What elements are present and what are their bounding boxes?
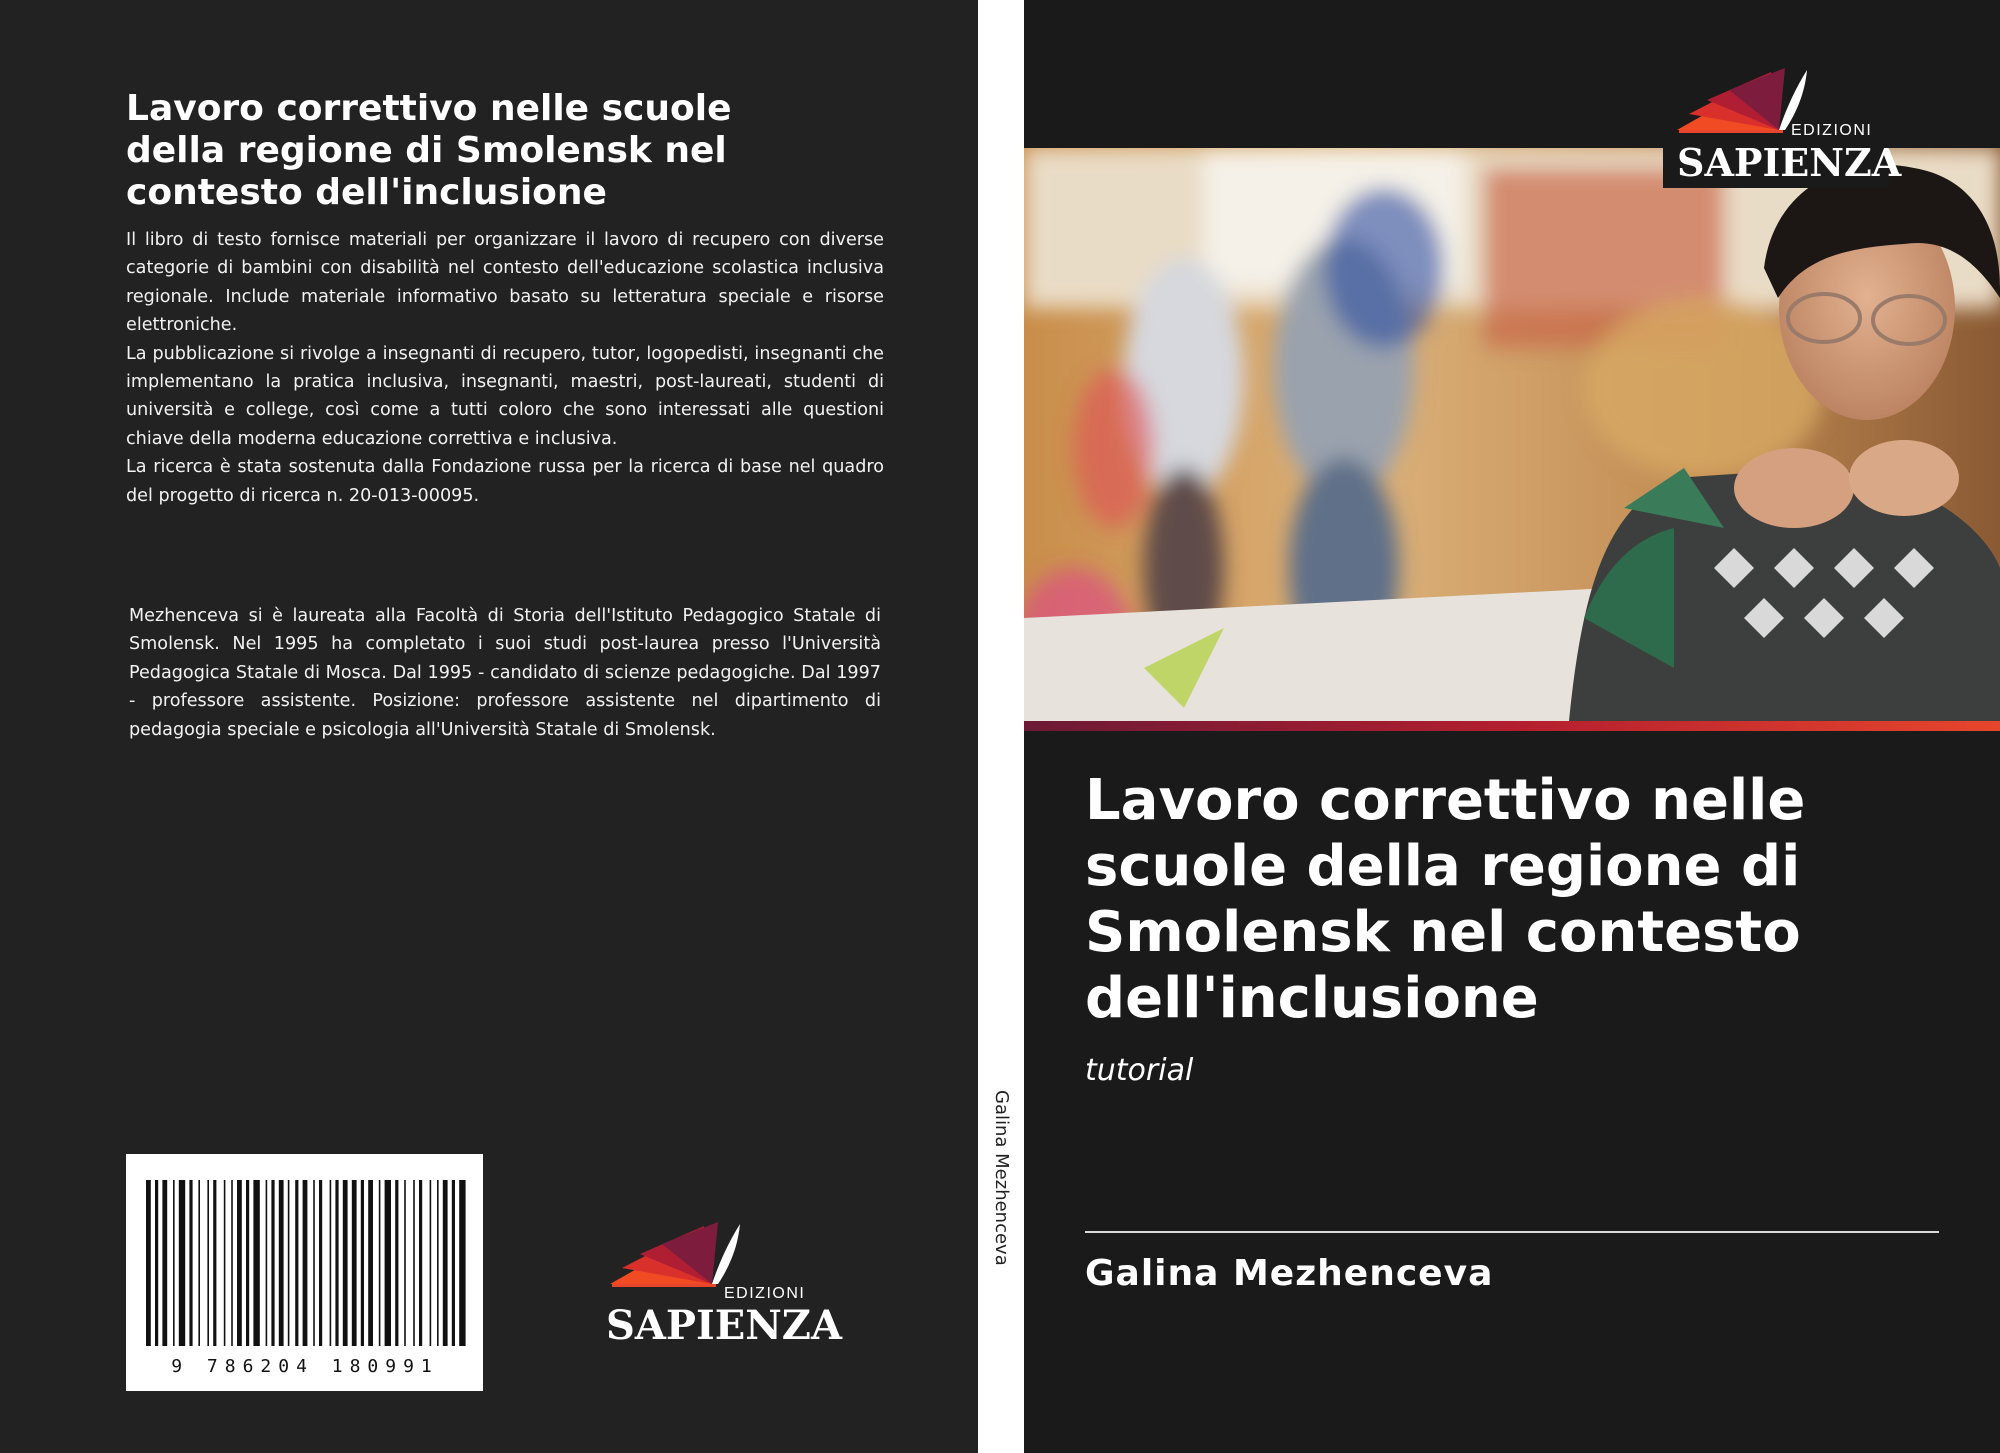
isbn-number: 9 786204 180991 <box>171 1356 439 1377</box>
blurb-paragraph: Il libro di testo fornisce materiali per organizzare il lavoro di recupero con diverse categorie di bambini con disabilità nel contesto dell'educazione scolastica inclusiva regionale. Include materiale informativo basato su letteratura speciale e risorse elettroniche. <box>126 230 884 336</box>
logo-sapienza: SAPIENZA <box>1677 140 1902 185</box>
logo-sapienza: SAPIENZA <box>606 1302 842 1349</box>
publisher-logo <box>1663 56 1902 188</box>
spine-author <box>988 1090 1014 1300</box>
author-bio: Mezhenceva si è laureata alla Facoltà di Storia dell'Istituto Pedagogico Statale di Smolensk. Nel 1995 ha completato i suoi studi post-laurea presso l'Università Pedagogica Statale di Mosca. Dal 1995 - candidato di scienze pedagogiche. Dal 1997 - professore assistente. Posizione: professore assistente nel dipartimento di pedagogia speciale e psicologia all'Università Statale di Smolensk. <box>129 606 881 740</box>
accent-stripe <box>1024 721 2000 731</box>
back-cover-title: Lavoro correttivo nelle scuole della regione di Smolensk nel contesto dell'inclusione <box>126 88 732 213</box>
logo-edizioni: EDIZIONI <box>1791 122 1873 139</box>
isbn-barcode <box>126 1154 483 1391</box>
front-cover-author: Galina Mezhenceva <box>1085 1253 1494 1294</box>
blurb-paragraph: La pubblicazione si rivolge a insegnanti di recupero, tutor, logopedisti, insegnanti che implementano la pratica inclusiva, insegnanti, maestri, post-laureati, studenti di università e college, così come a tutti coloro che sono interessati alle questioni chiave della moderna educazione correttiva e inclusiva. <box>126 343 884 449</box>
spine-author-text: Galina Mezhenceva <box>991 1090 1012 1266</box>
front-cover-title: Lavoro correttivo nelle scuole della regione di Smolensk nel contesto dell'inclusione <box>1085 768 1806 1031</box>
logo-edizioni: EDIZIONI <box>724 1285 806 1302</box>
back-cover-blurb <box>126 226 884 510</box>
divider <box>1085 1231 1939 1233</box>
front-cover-subtitle: tutorial <box>1085 1053 1194 1088</box>
child-crafting-photo <box>1024 148 2000 721</box>
blurb-paragraph: La ricerca è stata sostenuta dalla Fondazione russa per la ricerca di base nel quadro del progetto di ricerca n. 20-013-00095. <box>126 457 884 506</box>
publisher-logo <box>600 1210 842 1349</box>
